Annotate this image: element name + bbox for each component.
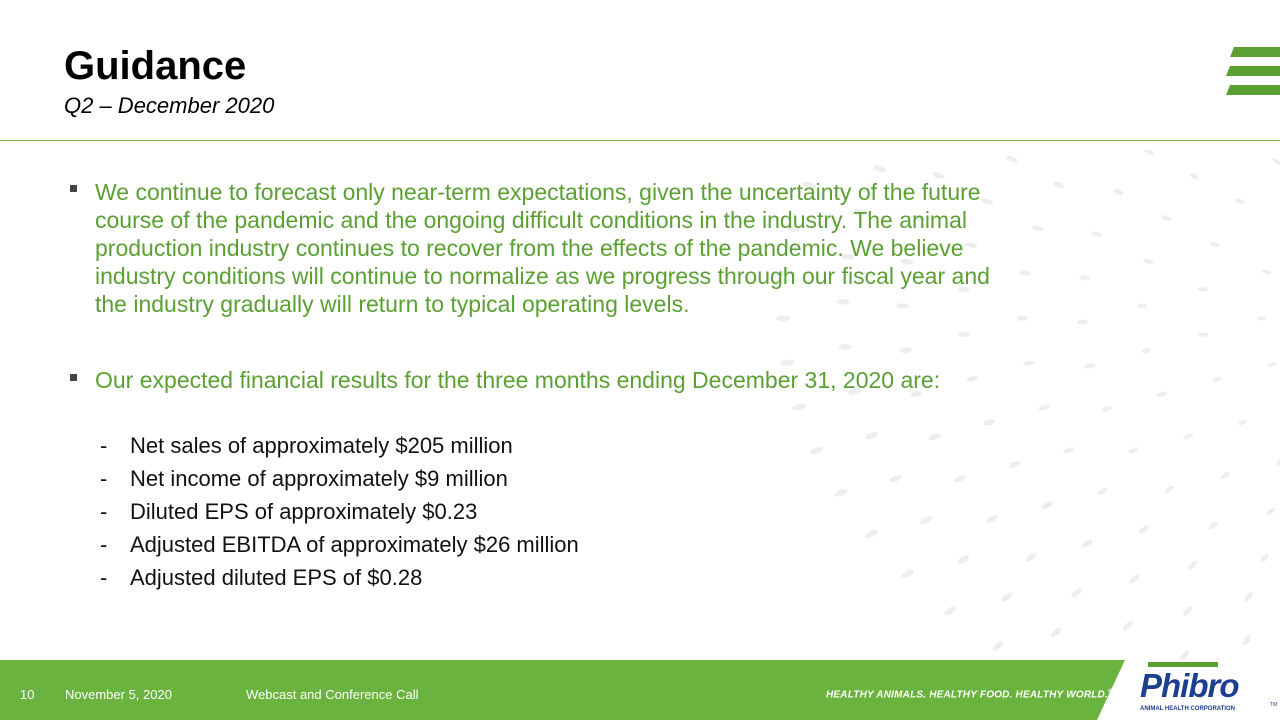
background-dot [1265,507,1276,517]
background-dot [864,528,879,539]
bullet-line: the industry gradually will return to typical operating levels. [95,291,690,317]
background-dot [1210,241,1221,248]
bullet-line: course of the pandemic and the ongoing difficult conditions in the industry. The animal [95,207,967,233]
background-dot [1198,332,1208,337]
background-dot [1262,269,1272,275]
background-dot [1041,500,1054,510]
background-dot [1138,524,1150,535]
guidance-item-net-sales [100,432,579,465]
background-dot [838,344,851,351]
background-dot [1219,471,1230,480]
footer-tagline [826,689,1113,700]
background-dot [1128,446,1140,455]
registered-mark: ® [1107,689,1113,695]
green-stripes-icon [1226,47,1280,97]
background-dot [809,446,824,455]
background-dot [956,554,970,566]
background-dot [1271,157,1280,166]
dash-marker: - [100,499,108,524]
background-dot [1243,591,1254,603]
tagline-text: HEALTHY ANIMALS. HEALTHY FOOD. HEALTHY WORLD. [826,689,1108,701]
logo-wordmark: Phibro [1140,667,1239,704]
background-dot [1096,486,1109,496]
footer-event: Webcast and Conference Call [246,687,419,702]
background-dot [991,639,1005,652]
background-dot [888,474,902,484]
guidance-list [100,432,579,597]
background-dot [1070,587,1083,599]
background-dot [1121,619,1134,632]
background-dot [1063,446,1076,455]
background-dot [983,418,996,426]
background-dot [792,403,806,411]
bullet-marker [70,185,77,192]
background-dot [901,567,916,579]
dash-marker: - [100,466,108,491]
background-dot [1259,553,1270,564]
bullet-line: production industry continues to recover from the effects of the pandemic. We believe [95,235,964,261]
guidance-text: Net sales of approximately $205 million [130,433,513,458]
dash-marker: - [100,532,108,557]
guidance-item-diluted-eps [100,498,579,531]
background-dot [1187,559,1199,570]
background-dot [1257,316,1267,320]
background-dot [1188,172,1199,181]
guidance-item-net-income [100,465,579,498]
background-dot [1198,287,1208,292]
page-number: 10 [20,687,35,702]
background-dot [1160,214,1171,221]
background-dot [865,431,879,440]
background-dot [953,474,967,484]
background-dot [1207,520,1219,531]
guidance-text: Diluted EPS of approximately $0.23 [130,499,478,524]
background-dot [1212,376,1223,383]
background-dot [1275,457,1280,466]
background-dot [1156,391,1167,398]
background-dot [1024,551,1037,562]
background-dot [957,331,969,337]
background-dot [943,605,957,618]
background-dot [1267,361,1277,367]
header-divider [0,140,1280,141]
background-dot [1101,405,1113,413]
background-dot [985,514,999,525]
background-dot [899,347,912,354]
background-dot [1143,150,1155,156]
slide-subtitle: Q2 – December 2020 [64,93,275,118]
bullet-line: Our expected financial results for the three months ending December 31, 2020 are: [95,367,941,393]
background-dot [1000,591,1014,603]
footer-bar [0,660,1280,720]
guidance-text: Adjusted EBITDA of approximately $26 million [130,532,579,557]
logo-subtitle: ANIMAL HEALTH CORPORATION [1140,706,1235,712]
bullet-marker [70,374,77,381]
background-dot [1163,484,1175,494]
slide-title: Guidance [64,44,247,88]
background-dot [1077,319,1088,324]
background-dot [928,433,942,442]
background-dot [1008,460,1021,469]
background-dot [1241,634,1252,647]
guidance-text: Adjusted diluted EPS of $0.28 [130,565,423,590]
guidance-item-adjusted-diluted-eps [100,564,579,597]
dash-marker: - [100,433,108,458]
background-dot [1238,418,1249,426]
guidance-text: Net income of approximately $9 million [130,466,508,491]
background-dot [1038,404,1050,412]
background-dot [872,164,886,173]
phibro-logo [1126,660,1280,720]
background-dot [1235,198,1246,206]
background-dot [1081,538,1094,549]
background-dot [1182,605,1194,617]
background-dot [1128,573,1141,585]
background-dot [1050,626,1064,639]
logo-trademark: TM [1270,702,1278,708]
bullet-line: We continue to forecast only near-term expectations, given the uncertainty of the future [95,179,981,205]
bullet-line: industry conditions will continue to normalize as we progress through our fiscal year and [95,263,990,289]
guidance-item-adjusted-ebitda [100,531,579,564]
background-dot [1005,154,1018,163]
background-dot [1178,649,1190,660]
bullet-expected-results [95,366,1155,394]
dash-marker: - [100,565,108,590]
background-dot [1183,432,1194,440]
bullet-forecast [95,178,1155,318]
background-dot [919,515,933,526]
background-dot [1141,348,1152,354]
background-dot [834,488,849,498]
footer-date: November 5, 2020 [65,687,172,702]
